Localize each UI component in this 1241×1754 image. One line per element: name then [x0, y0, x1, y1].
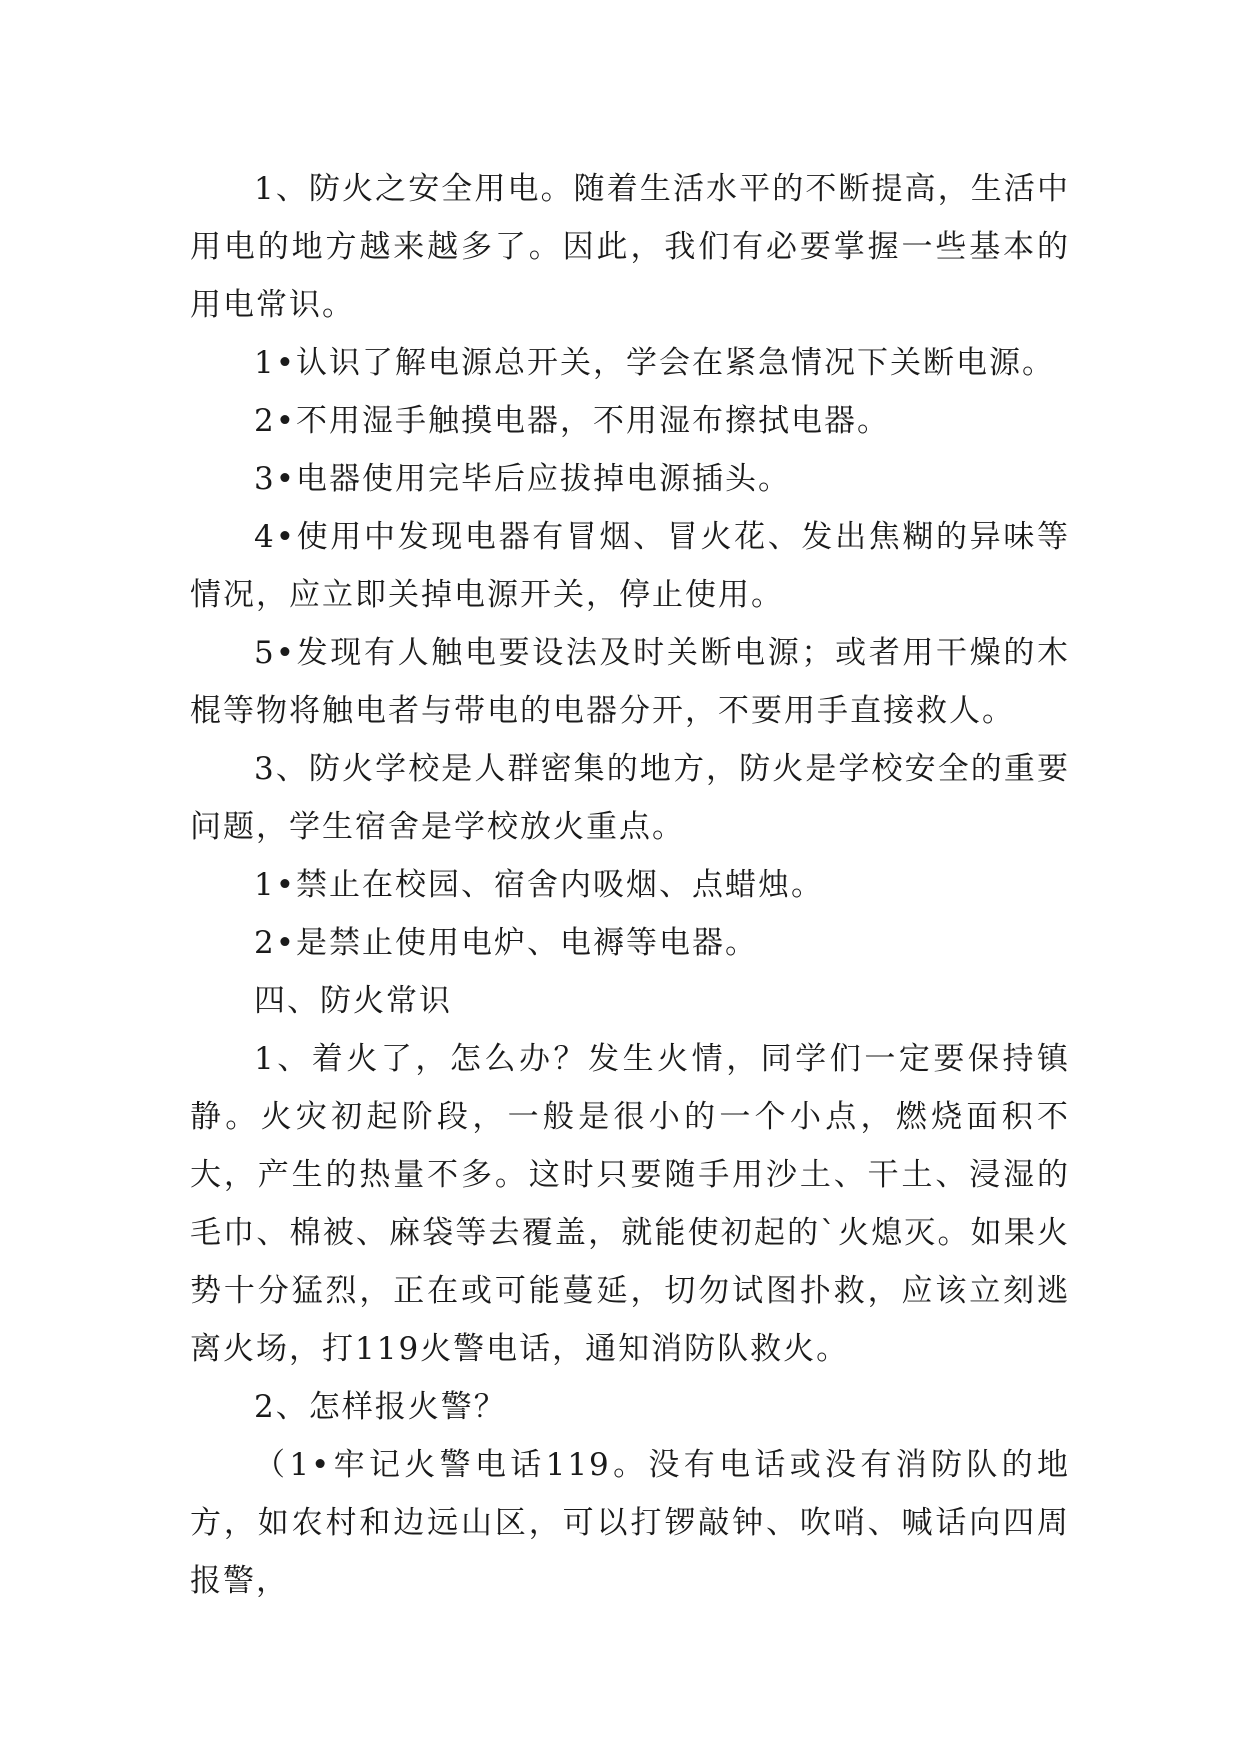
paragraph-what-to-do: 1、着火了，怎么办？发生火情，同学们一定要保持镇静。火灾初起阶段，一般是很小的一个小点，燃烧面积不大，产生的热量不多。这时只要随手用沙土、干土、浸湿的毛巾、棉被、麻袋等去覆盖，就能使初起的`火熄灭。如果火势十分猛烈，正在或可能蔓延，切勿试图扑救，应该立刻逃离火场，打119火警电话，通知消防队救火。 [190, 1041, 1070, 1367]
list-item-unplug: 3•电器使用完毕后应拔掉电源插头。 [254, 461, 792, 497]
list-item-smoke-warning: 4•使用中发现电器有冒烟、冒火花、发出焦糊的异味等情况，应立即关掉电源开关，停止使用。 [190, 519, 1070, 613]
paragraph-remember-119: （1•牢记火警电话119。没有电话或没有消防队的地方，如农村和边远山区，可以打锣敲钟、吹哨、喊话向四周报警， [190, 1447, 1070, 1599]
list-item-no-heaters: 2•是禁止使用电炉、电褥等电器。 [254, 925, 759, 961]
paragraph-how-to-report: 2、怎样报火警？ [254, 1389, 507, 1425]
list-item-electric-shock: 5•发现有人触电要设法及时关断电源；或者用干燥的木棍等物将触电者与带电的电器分开，不要用手直接救人。 [190, 635, 1070, 729]
document-page [190, 160, 1070, 1610]
list-item-power-switch: 1•认识了解电源总开关，学会在紧急情况下关断电源。 [254, 345, 1056, 381]
list-item-no-smoking: 1•禁止在校园、宿舍内吸烟、点蜡烛。 [254, 867, 825, 903]
list-item-wet-hands: 2•不用湿手触摸电器，不用湿布擦拭电器。 [254, 403, 891, 439]
section-heading-fire-knowledge: 四、防火常识 [254, 983, 452, 1019]
paragraph-safe-electricity: 1、防火之安全用电。随着生活水平的不断提高，生活中用电的地方越来越多了。因此，我们有必要掌握一些基本的用电常识。 [190, 171, 1070, 323]
paragraph-school-fire: 3、防火学校是人群密集的地方，防火是学校安全的重要问题，学生宿舍是学校放火重点。 [190, 751, 1070, 845]
